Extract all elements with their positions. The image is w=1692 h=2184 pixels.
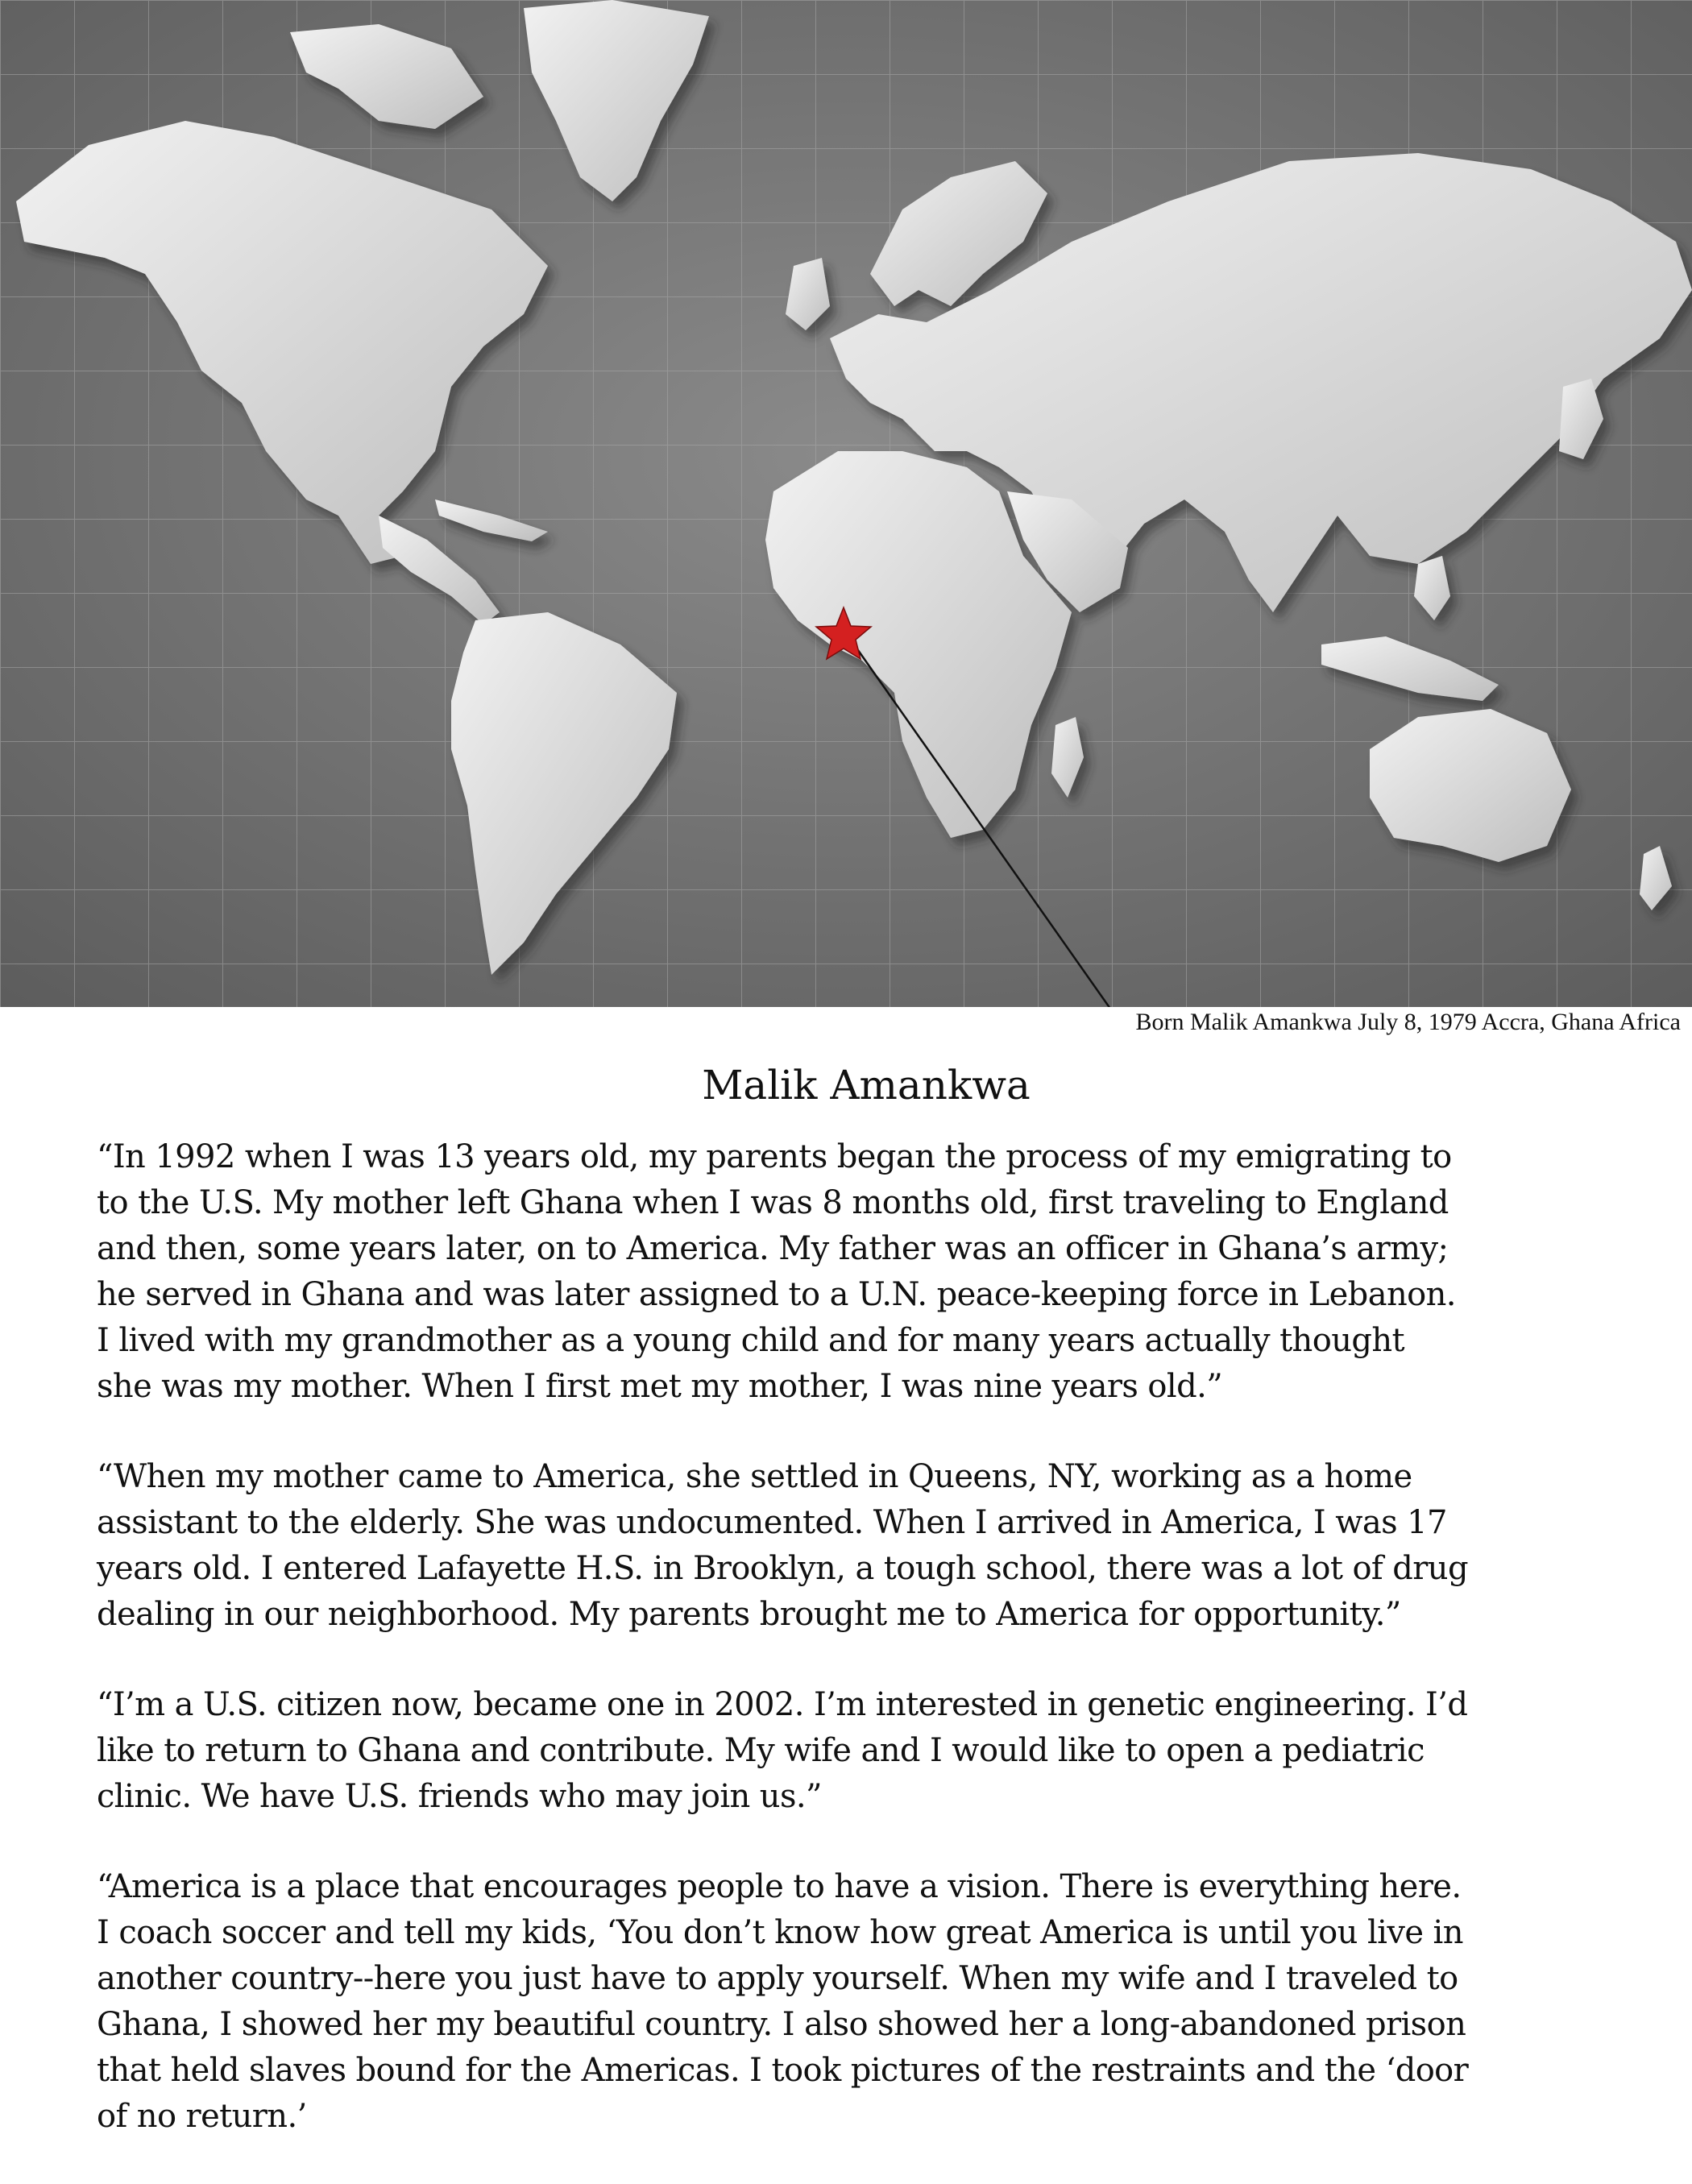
paragraph-4 <box>97 1864 1660 2140</box>
text-line: another country--here you just have to apply yourself. When my wife and I traveled to <box>97 1960 1458 1997</box>
text-line: “America is a place that encourages people to have a vision. There is everything here. <box>97 1868 1462 1905</box>
text-line: that held slaves bound for the Americas. I took pictures of the restraints and the ‘door <box>97 2052 1469 2089</box>
world-map <box>0 0 1692 1007</box>
paragraph-1 <box>97 1134 1660 1410</box>
text-line: Ghana, I showed her my beautiful country. I also showed her a long-abandoned prison <box>97 2006 1466 2043</box>
paragraph-2 <box>97 1454 1660 1638</box>
text-line: he served in Ghana and was later assigned to a U.N. peace-keeping force in Lebanon. <box>97 1276 1456 1313</box>
text-line: “In 1992 when I was 13 years old, my parents began the process of my emigrating to <box>97 1138 1452 1175</box>
page-title: Malik Amankwa <box>702 1062 1031 1109</box>
text-line: assistant to the elderly. She was undocumented. When I arrived in America, I was 17 <box>97 1504 1447 1541</box>
text-line: “When my mother came to America, she settled in Queens, NY, working as a home <box>97 1458 1412 1495</box>
text-line: I coach soccer and tell my kids, ‘You don’t know how great America is until you live in <box>97 1914 1463 1951</box>
paragraph-3 <box>97 1682 1660 1820</box>
text-line: and then, some years later, on to America. My father was an officer in Ghana’s army; <box>97 1230 1449 1267</box>
text-line: she was my mother. When I first met my mother, I was nine years old.” <box>97 1368 1223 1405</box>
text-line: years old. I entered Lafayette H.S. in Brooklyn, a tough school, there was a lot of drug <box>97 1550 1468 1587</box>
text-line: “I’m a U.S. citizen now, became one in 2002. I’m interested in genetic engineering. I’d <box>97 1686 1468 1723</box>
text-line: like to return to Ghana and contribute. My wife and I would like to open a pediatric <box>97 1732 1425 1769</box>
text-line: to the U.S. My mother left Ghana when I was 8 months old, first traveling to England <box>97 1184 1449 1221</box>
birth-caption: Born Malik Amankwa July 8, 1979 Accra, Ghana Africa <box>1135 1009 1681 1035</box>
world-map-graphic <box>0 0 1692 1007</box>
text-line: of no return.’ <box>97 2098 307 2135</box>
text-line: I lived with my grandmother as a young child and for many years actually thought <box>97 1322 1404 1359</box>
text-line: clinic. We have U.S. friends who may join us.” <box>97 1778 822 1815</box>
text-line: dealing in our neighborhood. My parents brought me to America for opportunity.” <box>97 1596 1401 1633</box>
story-body <box>97 1134 1660 2184</box>
